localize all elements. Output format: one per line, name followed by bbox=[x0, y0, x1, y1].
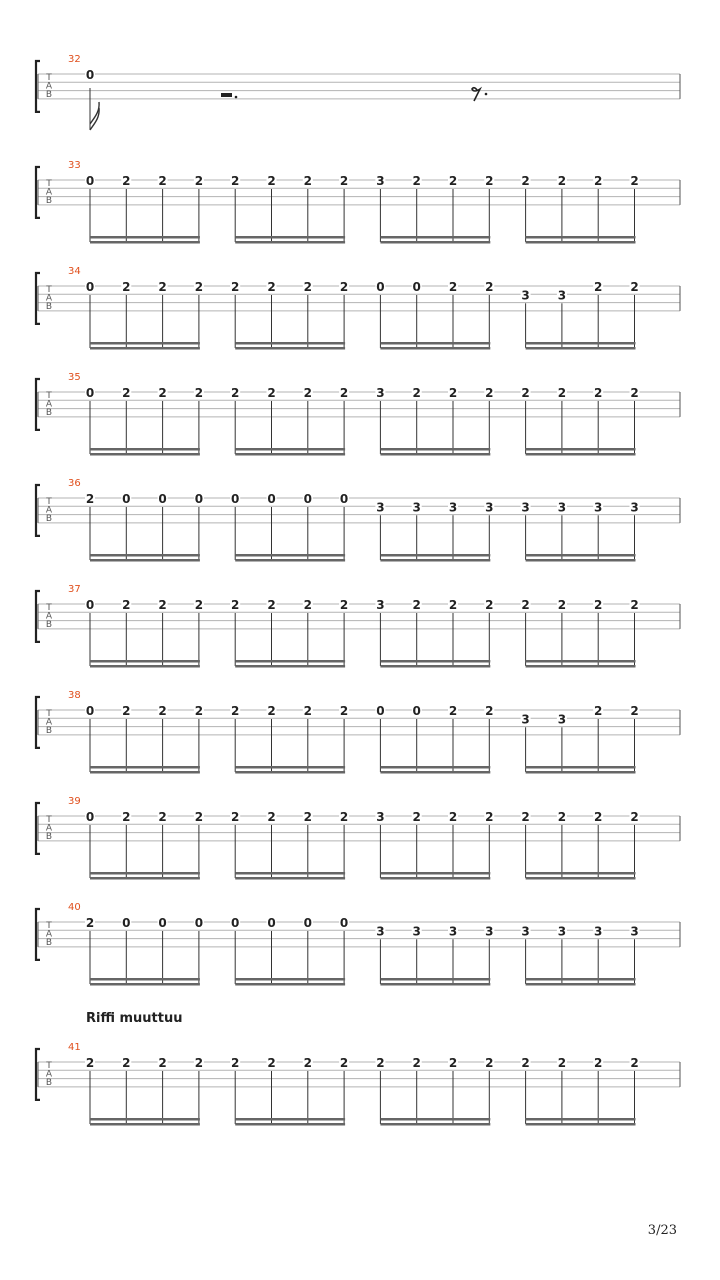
fret-number: 2 bbox=[267, 174, 276, 188]
tab-system bbox=[36, 160, 680, 244]
tab-system bbox=[36, 54, 680, 130]
fret-number: 2 bbox=[194, 1056, 204, 1070]
fret-number: 0 bbox=[376, 704, 385, 718]
fret-number: 3 bbox=[485, 924, 494, 939]
fret-number: 0 bbox=[85, 598, 95, 612]
fret-number: 2 bbox=[557, 386, 567, 400]
fret-number: 2 bbox=[594, 280, 603, 294]
beam-secondary bbox=[526, 453, 636, 456]
fret-number: 0 bbox=[122, 492, 131, 506]
tab-clef-letter: A bbox=[45, 929, 53, 940]
beam-secondary bbox=[235, 771, 345, 774]
fret-number: 2 bbox=[339, 1056, 349, 1070]
tab-clef-letter: T bbox=[46, 709, 52, 719]
tab-system bbox=[36, 266, 680, 350]
beam-primary bbox=[380, 554, 490, 557]
section-annotation: Riffi muuttuu bbox=[86, 1011, 183, 1026]
fret-number: 0 bbox=[303, 492, 312, 506]
fret-number: 2 bbox=[630, 598, 639, 612]
fret-number: 3 bbox=[376, 386, 385, 400]
beam-primary bbox=[90, 554, 200, 557]
fret-number: 2 bbox=[194, 280, 204, 294]
fret-number: 2 bbox=[485, 598, 494, 612]
fret-number: 2 bbox=[448, 810, 458, 824]
fret-number: 0 bbox=[158, 492, 167, 506]
beam-primary bbox=[235, 766, 345, 769]
fret-number: 2 bbox=[158, 810, 167, 824]
beam-primary bbox=[526, 236, 636, 239]
beam-primary bbox=[526, 978, 636, 981]
fret-number: 3 bbox=[485, 500, 494, 515]
tab-system bbox=[36, 372, 680, 456]
beam-secondary bbox=[90, 241, 200, 244]
note-flag bbox=[90, 102, 99, 124]
fret-number: 3 bbox=[557, 712, 567, 727]
fret-number: 0 bbox=[376, 280, 385, 294]
beam-primary bbox=[380, 236, 490, 239]
fret-number: 2 bbox=[231, 598, 240, 612]
fret-number: 3 bbox=[412, 924, 421, 939]
fret-number: 2 bbox=[485, 704, 494, 718]
beam-secondary bbox=[526, 877, 636, 880]
fret-number: 0 bbox=[85, 386, 95, 400]
fret-number: 2 bbox=[448, 598, 458, 612]
fret-number: 2 bbox=[521, 598, 530, 612]
fret-number: 2 bbox=[557, 174, 567, 188]
beam-primary bbox=[235, 872, 345, 875]
fret-number: 2 bbox=[194, 598, 204, 612]
tab-clef-letter: A bbox=[45, 611, 53, 622]
beam-secondary bbox=[235, 983, 345, 986]
beam-primary bbox=[90, 660, 200, 663]
tab-clef-letter: A bbox=[45, 823, 53, 834]
fret-number: 0 bbox=[85, 68, 95, 82]
beam-secondary bbox=[380, 1123, 490, 1126]
tab-system bbox=[36, 584, 680, 668]
tab-clef-letter: B bbox=[45, 937, 53, 948]
beam-secondary bbox=[380, 453, 490, 456]
beam-secondary bbox=[380, 983, 490, 986]
fret-number: 3 bbox=[448, 500, 458, 515]
fret-number: 2 bbox=[412, 598, 421, 612]
beam-primary bbox=[90, 236, 200, 239]
fret-number: 2 bbox=[231, 280, 240, 294]
fret-number: 2 bbox=[231, 174, 240, 188]
fret-number: 2 bbox=[521, 386, 530, 400]
tab-clef-letter: A bbox=[45, 81, 53, 92]
beam-primary bbox=[526, 1118, 636, 1121]
tab-clef-letter: T bbox=[46, 603, 52, 613]
beam-secondary bbox=[235, 559, 345, 562]
fret-number: 0 bbox=[412, 280, 421, 294]
tab-system bbox=[36, 1011, 680, 1126]
fret-number: 2 bbox=[194, 810, 204, 824]
beam-primary bbox=[380, 872, 490, 875]
fret-number: 2 bbox=[303, 810, 312, 824]
fret-number: 2 bbox=[158, 386, 167, 400]
beam-secondary bbox=[526, 559, 636, 562]
measure-number: 32 bbox=[68, 54, 81, 65]
beam-secondary bbox=[90, 877, 200, 880]
beam-secondary bbox=[380, 771, 490, 774]
beam-secondary bbox=[526, 771, 636, 774]
fret-number: 2 bbox=[412, 810, 421, 824]
fret-number: 2 bbox=[630, 810, 639, 824]
fret-number: 2 bbox=[448, 386, 458, 400]
fret-number: 2 bbox=[231, 1056, 240, 1070]
tab-system bbox=[36, 796, 680, 880]
beam-primary bbox=[235, 342, 345, 345]
fret-number: 2 bbox=[339, 174, 349, 188]
beam-primary bbox=[526, 554, 636, 557]
tab-clef-letter: B bbox=[45, 301, 53, 312]
fret-number: 2 bbox=[521, 1056, 530, 1070]
beam-secondary bbox=[526, 983, 636, 986]
beam-secondary bbox=[90, 665, 200, 668]
beam-primary bbox=[380, 448, 490, 451]
fret-number: 0 bbox=[122, 916, 131, 930]
beam-secondary bbox=[380, 877, 490, 880]
fret-number: 2 bbox=[594, 810, 603, 824]
fret-number: 2 bbox=[339, 280, 349, 294]
fret-number: 0 bbox=[85, 280, 95, 294]
beam-secondary bbox=[235, 347, 345, 350]
beam-primary bbox=[526, 342, 636, 345]
fret-number: 2 bbox=[521, 810, 530, 824]
fret-number: 2 bbox=[303, 174, 312, 188]
beam-secondary bbox=[90, 453, 200, 456]
fret-number: 2 bbox=[303, 280, 312, 294]
fret-number: 3 bbox=[376, 810, 385, 824]
beam-secondary bbox=[90, 771, 200, 774]
fret-number: 0 bbox=[158, 916, 167, 930]
fret-number: 2 bbox=[448, 174, 458, 188]
fret-number: 2 bbox=[630, 174, 639, 188]
fret-number: 3 bbox=[557, 288, 567, 303]
beam-secondary bbox=[380, 665, 490, 668]
fret-number: 2 bbox=[122, 174, 131, 188]
fret-number: 0 bbox=[85, 174, 95, 188]
fret-number: 2 bbox=[412, 386, 421, 400]
fret-number: 2 bbox=[122, 598, 131, 612]
beam-primary bbox=[526, 660, 636, 663]
half-rest-icon bbox=[221, 93, 232, 97]
fret-number: 0 bbox=[267, 492, 276, 506]
fret-number: 2 bbox=[267, 280, 276, 294]
fret-number: 2 bbox=[630, 704, 639, 718]
beam-primary bbox=[235, 236, 345, 239]
fret-number: 3 bbox=[630, 500, 639, 515]
measure-number: 33 bbox=[68, 160, 81, 171]
fret-number: 2 bbox=[376, 1056, 385, 1070]
tab-clef-letter: B bbox=[45, 831, 53, 842]
measure-number: 35 bbox=[68, 372, 81, 383]
beam-primary bbox=[235, 448, 345, 451]
fret-number: 0 bbox=[194, 492, 204, 506]
tab-clef-letter: T bbox=[46, 179, 52, 189]
fret-number: 2 bbox=[267, 598, 276, 612]
fret-number: 2 bbox=[85, 916, 95, 930]
fret-number: 3 bbox=[448, 924, 458, 939]
fret-number: 3 bbox=[376, 500, 385, 515]
fret-number: 2 bbox=[594, 598, 603, 612]
tab-clef-letter: B bbox=[45, 195, 53, 206]
fret-number: 2 bbox=[594, 704, 603, 718]
tab-clef-letter: A bbox=[45, 187, 53, 198]
fret-number: 2 bbox=[231, 704, 240, 718]
fret-number: 3 bbox=[594, 924, 603, 939]
beam-secondary bbox=[526, 241, 636, 244]
fret-number: 0 bbox=[231, 492, 240, 506]
tab-clef-letter: T bbox=[46, 921, 52, 931]
fret-number: 3 bbox=[630, 924, 639, 939]
fret-number: 2 bbox=[448, 704, 458, 718]
tab-clef-letter: A bbox=[45, 399, 53, 410]
fret-number: 2 bbox=[594, 174, 603, 188]
beam-primary bbox=[90, 448, 200, 451]
fret-number: 0 bbox=[194, 916, 204, 930]
beam-primary bbox=[380, 978, 490, 981]
page-number: 3/23 bbox=[647, 1223, 677, 1238]
fret-number: 2 bbox=[303, 704, 312, 718]
fret-number: 2 bbox=[122, 810, 131, 824]
fret-number: 2 bbox=[194, 704, 204, 718]
tab-clef-letter: A bbox=[45, 717, 53, 728]
fret-number: 2 bbox=[557, 810, 567, 824]
fret-number: 0 bbox=[303, 916, 312, 930]
fret-number: 2 bbox=[267, 1056, 276, 1070]
fret-number: 2 bbox=[412, 1056, 421, 1070]
measure-number: 38 bbox=[68, 690, 81, 701]
fret-number: 2 bbox=[557, 598, 567, 612]
beam-secondary bbox=[235, 453, 345, 456]
tab-clef-letter: T bbox=[46, 73, 52, 83]
fret-number: 2 bbox=[485, 280, 494, 294]
tab-clef-letter: B bbox=[45, 1077, 53, 1088]
fret-number: 2 bbox=[303, 598, 312, 612]
fret-number: 2 bbox=[158, 1056, 167, 1070]
fret-number: 2 bbox=[267, 386, 276, 400]
fret-number: 2 bbox=[339, 598, 349, 612]
tab-clef-letter: B bbox=[45, 513, 53, 524]
fret-number: 0 bbox=[339, 492, 349, 506]
tab-clef-letter: T bbox=[46, 285, 52, 295]
tab-system bbox=[36, 690, 680, 774]
fret-number: 2 bbox=[448, 1056, 458, 1070]
measure-number: 36 bbox=[68, 478, 81, 489]
fret-number: 2 bbox=[122, 1056, 131, 1070]
measure-number: 41 bbox=[68, 1042, 81, 1053]
fret-number: 2 bbox=[158, 280, 167, 294]
tab-system bbox=[36, 902, 680, 986]
beam-primary bbox=[380, 766, 490, 769]
tab-clef-letter: A bbox=[45, 505, 53, 516]
beam-primary bbox=[526, 872, 636, 875]
fret-number: 3 bbox=[376, 924, 385, 939]
fret-number: 2 bbox=[485, 810, 494, 824]
fret-number: 2 bbox=[267, 704, 276, 718]
fret-number: 2 bbox=[485, 174, 494, 188]
fret-number: 2 bbox=[557, 1056, 567, 1070]
rest-dot bbox=[485, 93, 488, 96]
beam-secondary bbox=[380, 241, 490, 244]
fret-number: 0 bbox=[231, 916, 240, 930]
fret-number: 2 bbox=[630, 1056, 639, 1070]
tab-clef-letter: A bbox=[45, 293, 53, 304]
beam-secondary bbox=[90, 559, 200, 562]
fret-number: 2 bbox=[594, 1056, 603, 1070]
beam-secondary bbox=[90, 1123, 200, 1126]
measure-number: 37 bbox=[68, 584, 81, 595]
tab-clef-letter: T bbox=[46, 497, 52, 507]
fret-number: 2 bbox=[303, 386, 312, 400]
beam-primary bbox=[90, 342, 200, 345]
beam-secondary bbox=[235, 877, 345, 880]
fret-number: 2 bbox=[122, 386, 131, 400]
beam-secondary bbox=[90, 983, 200, 986]
beam-secondary bbox=[235, 241, 345, 244]
beam-secondary bbox=[235, 1123, 345, 1126]
beam-secondary bbox=[235, 665, 345, 668]
fret-number: 2 bbox=[630, 386, 639, 400]
fret-number: 3 bbox=[376, 598, 385, 612]
beam-primary bbox=[90, 766, 200, 769]
beam-primary bbox=[380, 342, 490, 345]
fret-number: 2 bbox=[158, 598, 167, 612]
fret-number: 2 bbox=[231, 386, 240, 400]
fret-number: 2 bbox=[158, 174, 167, 188]
fret-number: 2 bbox=[339, 810, 349, 824]
beam-secondary bbox=[90, 347, 200, 350]
fret-number: 3 bbox=[557, 500, 567, 515]
fret-number: 2 bbox=[231, 810, 240, 824]
fret-number: 2 bbox=[85, 492, 95, 506]
fret-number: 2 bbox=[85, 1056, 95, 1070]
fret-number: 0 bbox=[85, 704, 95, 718]
measure-number: 40 bbox=[68, 902, 81, 913]
tab-system bbox=[36, 478, 680, 562]
beam-primary bbox=[90, 1118, 200, 1121]
fret-number: 2 bbox=[339, 386, 349, 400]
tab-clef-letter: T bbox=[46, 391, 52, 401]
fret-number: 2 bbox=[412, 174, 421, 188]
fret-number: 2 bbox=[485, 386, 494, 400]
beam-primary bbox=[526, 448, 636, 451]
fret-number: 3 bbox=[521, 924, 530, 939]
fret-number: 2 bbox=[485, 1056, 494, 1070]
fret-number: 2 bbox=[194, 386, 204, 400]
fret-number: 3 bbox=[521, 712, 530, 727]
fret-number: 2 bbox=[194, 174, 204, 188]
fret-number: 3 bbox=[521, 288, 530, 303]
fret-number: 3 bbox=[412, 500, 421, 515]
beam-secondary bbox=[526, 347, 636, 350]
fret-number: 2 bbox=[267, 810, 276, 824]
tab-clef-letter: B bbox=[45, 407, 53, 418]
beam-primary bbox=[380, 660, 490, 663]
beam-secondary bbox=[380, 559, 490, 562]
fret-number: 3 bbox=[376, 174, 385, 188]
fret-number: 0 bbox=[339, 916, 349, 930]
tab-clef-letter: T bbox=[46, 1061, 52, 1071]
fret-number: 3 bbox=[557, 924, 567, 939]
measure-number: 34 bbox=[68, 266, 81, 277]
fret-number: 2 bbox=[122, 280, 131, 294]
tab-clef-letter: T bbox=[46, 815, 52, 825]
beam-primary bbox=[235, 660, 345, 663]
rest-dot bbox=[235, 96, 238, 99]
beam-primary bbox=[90, 872, 200, 875]
fret-number: 2 bbox=[122, 704, 131, 718]
fret-number: 2 bbox=[339, 704, 349, 718]
fret-number: 2 bbox=[158, 704, 167, 718]
beam-secondary bbox=[380, 347, 490, 350]
beam-primary bbox=[380, 1118, 490, 1121]
beam-secondary bbox=[526, 1123, 636, 1126]
tab-clef-letter: B bbox=[45, 725, 53, 736]
beam-primary bbox=[235, 554, 345, 557]
beam-primary bbox=[235, 978, 345, 981]
beam-primary bbox=[90, 978, 200, 981]
beam-primary bbox=[526, 766, 636, 769]
fret-number: 2 bbox=[594, 386, 603, 400]
measure-number: 39 bbox=[68, 796, 81, 807]
fret-number: 2 bbox=[448, 280, 458, 294]
tab-clef-letter: A bbox=[45, 1069, 53, 1080]
fret-number: 0 bbox=[412, 704, 421, 718]
fret-number: 3 bbox=[594, 500, 603, 515]
fret-number: 2 bbox=[521, 174, 530, 188]
fret-number: 0 bbox=[267, 916, 276, 930]
fret-number: 2 bbox=[303, 1056, 312, 1070]
fret-number: 0 bbox=[85, 810, 95, 824]
tab-clef-letter: B bbox=[45, 89, 53, 100]
fret-number: 2 bbox=[630, 280, 639, 294]
tab-clef-letter: B bbox=[45, 619, 53, 630]
fret-number: 3 bbox=[521, 500, 530, 515]
beam-secondary bbox=[526, 665, 636, 668]
beam-primary bbox=[235, 1118, 345, 1121]
